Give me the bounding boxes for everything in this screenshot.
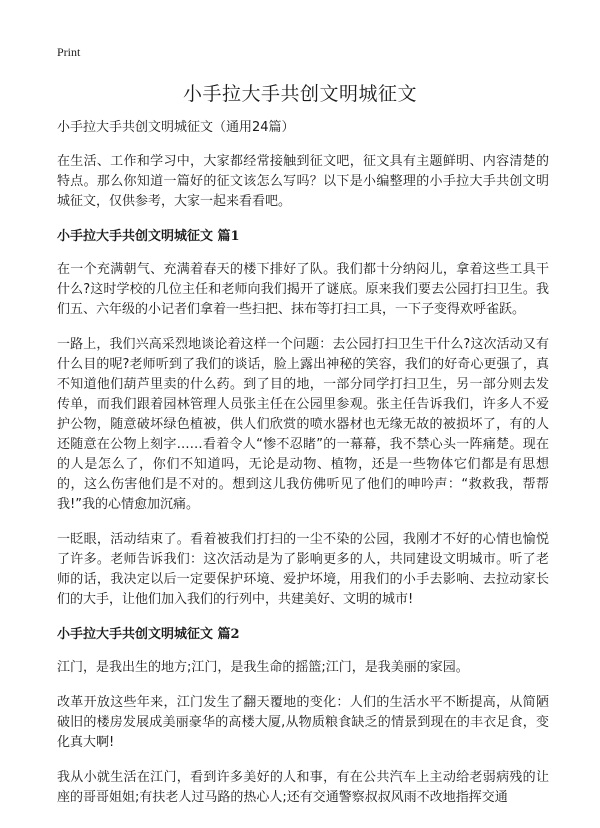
paragraph: 一眨眼，活动结束了。看着被我们打扫的一尘不染的公园，我刚才不好的心情也愉悦了许多。老师告诉我们：这次活动是为了影响更多的人，共同建设文明城市。听了老师的话，我决定以后一定要保护环境、爱护坏境，用我们的小手去影响、去拉动家长们的大手，让他们加入我们的行列中，共建美好、文明的城市!	[57, 532, 549, 607]
article-subtitle: 小手拉大手共创文明城征文（通用24篇）	[57, 120, 295, 135]
paragraph: 改革开放这些年来，江门发生了翻天覆地的变化：人们的生活水平不断提高，从简陋破旧的楼房发展成美丽豪华的高楼大厦,从物质粮食缺乏的情景到现在的丰衣足食，变化真大啊!	[57, 695, 549, 750]
paragraph: 我从小就生活在江门，看到许多美好的人和事，有在公共汽车上主动给老弱病残的让座的哥哥姐姐;有扶老人过马路的热心人;还有交通警察叔叔风雨不改地指挥交通	[57, 770, 549, 805]
intro-paragraph: 在生活、工作和学习中，大家都经常接触到征文吧，征文具有主题鲜明、内容清楚的特点。那么你知道一篇好的征文该怎么写吗？以下是小编整理的小手拉大手共创文明城征文，仅供参考，大家一起来看看吧。	[57, 154, 549, 209]
paragraph: 在一个充满朝气、充满着春天的楼下排好了队。我们都十分纳闷儿，拿着这些工具干什么?这时学校的几位主任和老师向我们揭开了谜底。原来我们要去公园打扫卫生。我们五、六年级的小记者们拿着一些扫把、抹布等打扫工具，一下子变得欢呼雀跃。	[57, 262, 549, 317]
page-title: 小手拉大手共创文明城征文	[182, 83, 417, 105]
paragraph: 一路上，我们兴高采烈地谈论着这样一个问题：去公园打扫卫生干什么?这次活动又有什么目的呢?老师听到了我们的谈话，脸上露出神秘的笑容，我们的好奇心更强了，真不知道他们葫芦里卖的什么药。到了目的地，一部分同学打扫卫生，另一部分则去发传单，而我们跟着园林管理人员张主任在公园里参观。张主任告诉我们，许多人不爱护公物，随意破坏绿色植被，供人们欣赏的喷水器材也无缘无故的被损坏了，有的人还随意在公物上刻字……看着令人“惨不忍睹”的一幕幕，我不禁心头一阵痛楚。现在的人是怎么了，你们不知道吗，无论是动物、植物，还是一些物体它们都是有思想的，这么伤害他们是不对的。想到这儿我仿佛听见了他们的呻吟声：“救救我，帮帮我!”我的心情愈加沉痛。	[57, 337, 549, 512]
print-link[interactable]: Print	[57, 45, 81, 59]
article-body	[57, 118, 549, 823]
paragraph: 江门，是我出生的地方;江门，是我生命的摇篮;江门，是我美丽的家园。	[57, 660, 469, 675]
section-heading-1: 小手拉大手共创文明城征文 篇1	[57, 229, 240, 244]
section-heading-2: 小手拉大手共创文明城征文 篇2	[57, 627, 240, 642]
